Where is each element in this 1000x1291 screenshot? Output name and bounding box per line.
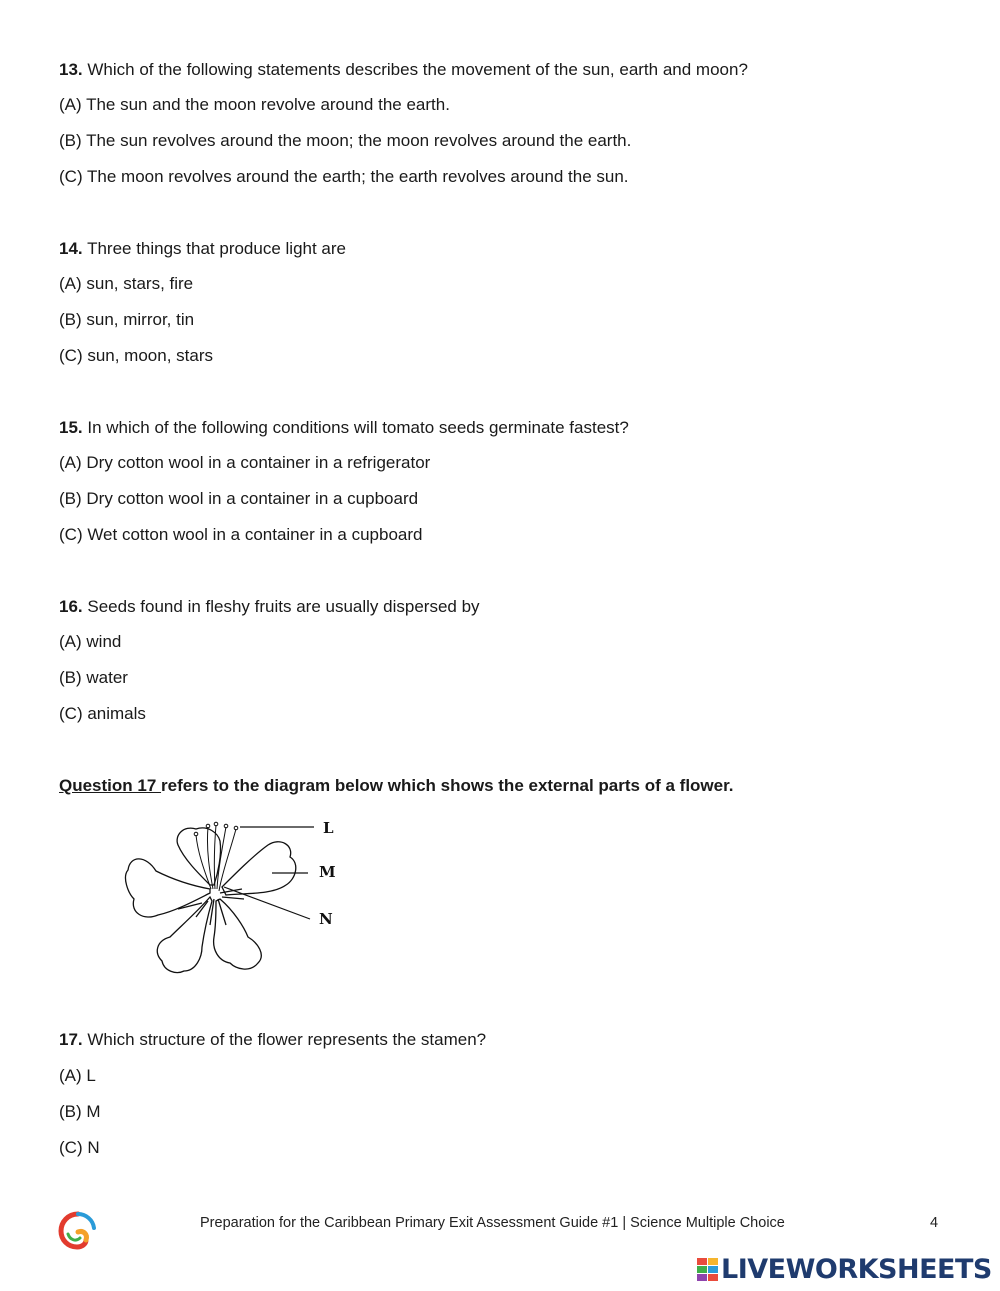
petal-bottom-left [157,897,212,973]
question-number: 17. [59,1030,83,1049]
question-text: Which of the following statements describes the movement of the sun, earth and moon? [87,60,748,79]
option-b[interactable]: (B) M [59,1102,101,1121]
option-b[interactable]: (B) The sun revolves around the moon; the moon revolves around the earth. [59,131,632,150]
option-a[interactable]: (A) The sun and the moon revolve around the earth. [59,95,450,114]
reference-text: refers to the diagram below which shows the external parts of a flower. [161,776,734,795]
label-M: M [319,863,336,881]
liveworksheets-blocks-icon [697,1258,719,1282]
option-c[interactable]: (C) sun, moon, stars [59,346,213,365]
swirl-logo-icon [58,1210,98,1250]
flower-diagram [118,815,358,980]
question-text: Three things that produce light are [87,239,346,258]
reference-question-link: Question 17 [59,776,162,795]
question-number: 13. [59,60,83,79]
option-a[interactable]: (A) wind [59,632,122,651]
stamens [196,825,236,891]
petal-right [222,842,296,895]
question-number: 15. [59,418,83,437]
petal-left [126,859,210,917]
page-number: 4 [930,1215,939,1231]
option-b[interactable]: (B) sun, mirror, tin [59,310,195,329]
label-L: L [323,819,334,837]
option-a[interactable]: (A) sun, stars, fire [59,274,194,293]
question-text: Which structure of the flower represents the stamen? [87,1030,487,1049]
option-c[interactable]: (C) The moon revolves around the earth; the earth revolves around the sun. [59,167,629,186]
question-number: 16. [59,597,83,616]
option-a[interactable]: (A) L [59,1066,96,1085]
option-c[interactable]: (C) animals [59,704,146,723]
option-a[interactable]: (A) Dry cotton wool in a container in a refrigerator [59,453,431,472]
liveworksheets-watermark[interactable] [697,1255,992,1285]
option-b[interactable]: (B) water [59,668,128,687]
option-b[interactable]: (B) Dry cotton wool in a container in a cupboard [59,489,419,508]
label-N: N [319,910,333,928]
footer-text: Preparation for the Caribbean Primary Exit Assessment Guide #1 | Science Multiple Choice [200,1215,785,1231]
option-c[interactable]: (C) Wet cotton wool in a container in a cupboard [59,525,423,544]
option-c[interactable]: (C) N [59,1138,100,1157]
diagram-reference-heading [59,776,734,796]
question-text: In which of the following conditions will tomato seeds germinate fastest? [87,418,629,437]
question-number: 14. [59,239,83,258]
question-text: Seeds found in fleshy fruits are usually dispersed by [87,597,480,616]
liveworksheets-text: LIVEWORKSHEETS [721,1254,992,1285]
